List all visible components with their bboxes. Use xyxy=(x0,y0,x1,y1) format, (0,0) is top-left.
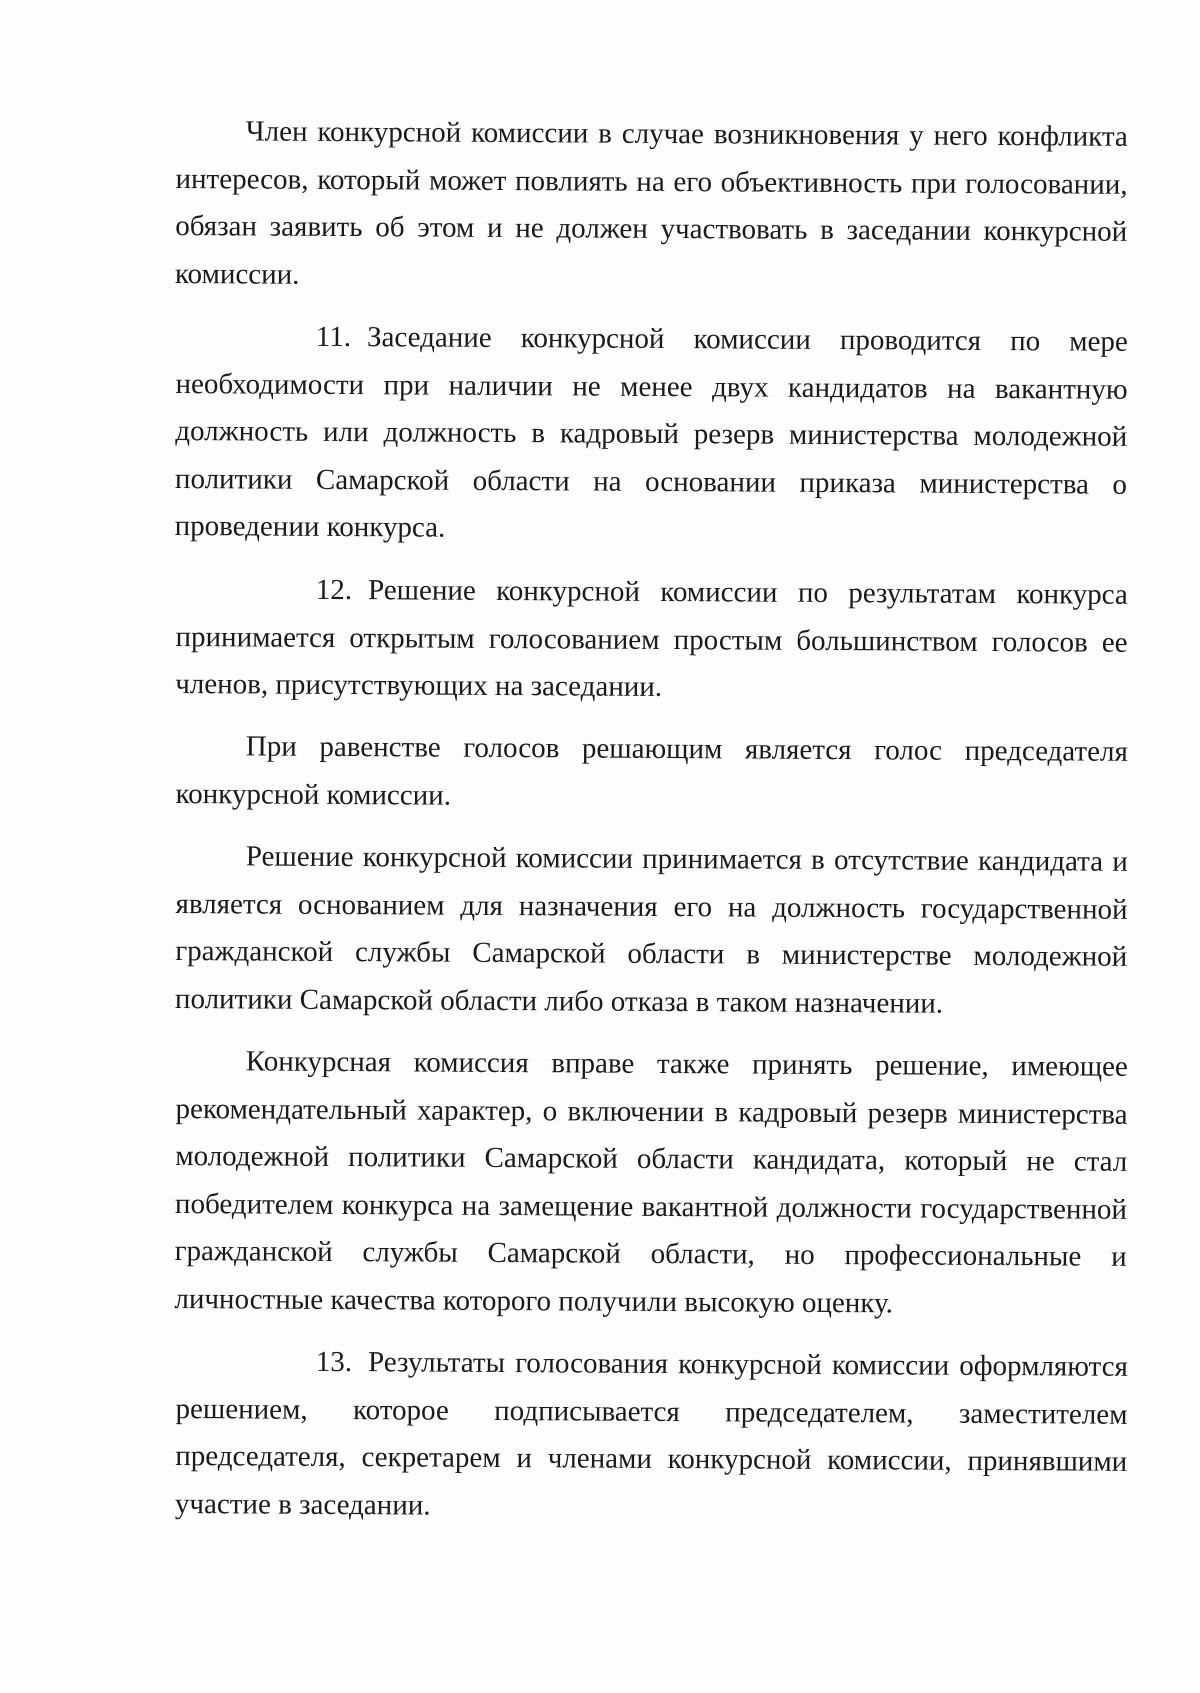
paragraph-number: 11. xyxy=(315,320,352,354)
paragraph-13 xyxy=(175,1338,1128,1534)
paragraph-reserve-recommendation xyxy=(174,1038,1128,1329)
paragraph-conflict-of-interest xyxy=(175,108,1128,304)
document-body xyxy=(176,108,1128,1528)
paragraph-equal-votes xyxy=(175,723,1128,824)
paragraph-text: Конкурсная комиссия вправе также принять решение, имеющее рекомендательный характер, о включении в кадровый резерв министерства молодежной политики Самарской области кандидата, который не стал победителем конкурса на замещение вакантной должности государственной гражданской службы Самарской области, но профессиональные и личностные качества которого получили высокую оценку. xyxy=(174,1045,1128,1319)
paragraph-text: Член конкурсной комиссии в случае возникновения у него конфликта интересов, который может повлиять на его объективность при голосовании, обязан заявить об этом и не должен участвовать в заседании конкурсной комиссии. xyxy=(174,115,1128,291)
paragraph-text: При равенстве голосов решающим является голос председателя конкурсной комиссии. xyxy=(175,730,1128,812)
paragraph-12 xyxy=(175,566,1128,714)
paragraph-text: Решение конкурсной комиссии по результатам конкурса принимается открытым голосованием простым большинством голосов ее членов, присутствующих на заседании. xyxy=(175,573,1128,703)
paragraph-text: Заседание конкурсной комиссии проводится по мере необходимости при наличии не менее двух кандидатов на вакантную должность или должность в кадровый резерв министерства молодежной политики Самарской области на основании приказа министерства о проведении конкурса. xyxy=(174,321,1128,544)
paragraph-11 xyxy=(175,313,1128,556)
paragraph-decision-basis xyxy=(175,833,1128,1029)
paragraph-text: Результаты голосования конкурсной комиссии оформляются решением, которое подписывается председателем, заместителем председателя, секретарем и членами конкурсной комиссии, принявшими участие в заседании. xyxy=(174,1346,1128,1522)
paragraph-text: Решение конкурсной комиссии принимается в отсутствие кандидата и является основанием для назначения его на должность государственной гражданской службы Самарской области в министерстве молодежной политики Самарской области либо отказа в таком назначении. xyxy=(174,840,1128,1020)
paragraph-number: 12. xyxy=(315,573,353,606)
paragraph-number: 13. xyxy=(315,1345,353,1379)
